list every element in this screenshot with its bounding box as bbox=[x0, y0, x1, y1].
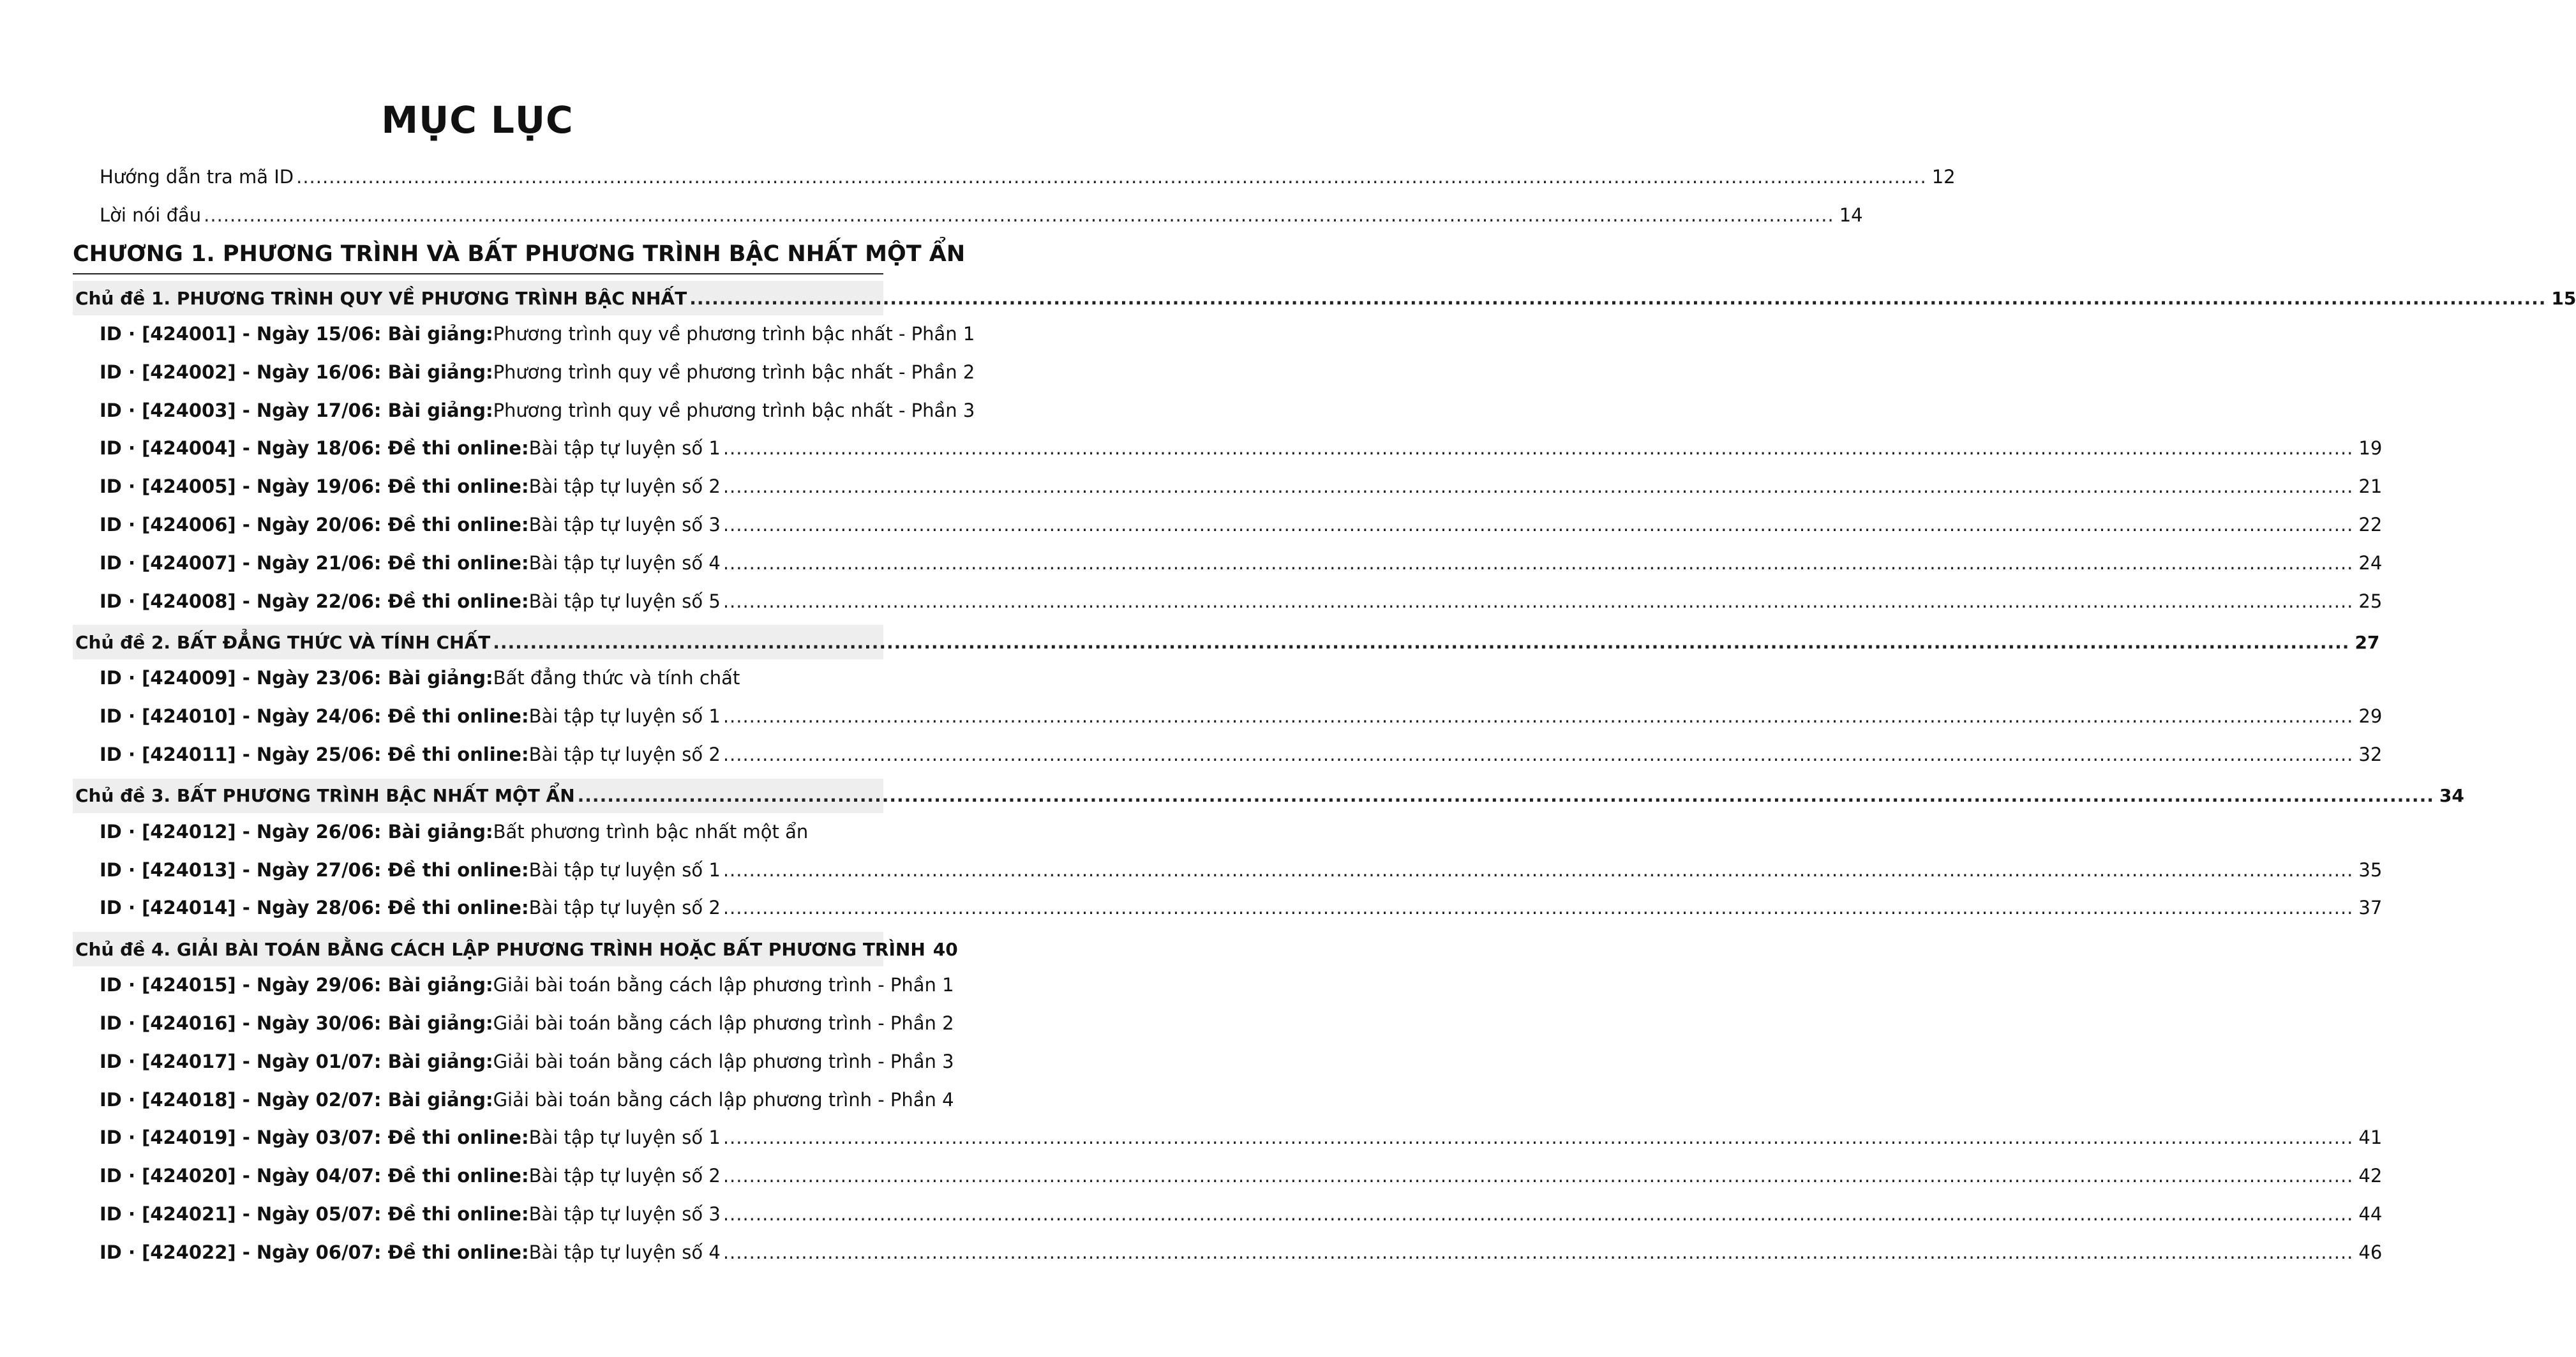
toc-entry-row[interactable] bbox=[100, 549, 2383, 577]
entry-id: ID · [424008] - Ngày 22/06: Đề thi online: bbox=[100, 590, 529, 612]
entry-title: Phương trình quy về phương trình bậc nhất - Phần 1 bbox=[493, 323, 975, 345]
toc-entry-row[interactable] bbox=[100, 511, 2383, 539]
toc-entry-row[interactable] bbox=[100, 1162, 2383, 1190]
toc-entry-row[interactable] bbox=[100, 163, 1956, 191]
dot-leader bbox=[723, 1165, 2354, 1187]
dot-leader bbox=[723, 705, 2354, 727]
toc-entry-row[interactable] bbox=[100, 587, 2383, 615]
chapter-title: CHƯƠNG 1. PHƯƠNG TRÌNH VÀ BẤT PHƯƠNG TRÌNH BẬC NHẤT MỘT ẨN bbox=[73, 241, 966, 267]
entry-id: ID · [424011] - Ngày 25/06: Đề thi online: bbox=[100, 744, 529, 765]
page-number: 44 bbox=[2358, 1203, 2383, 1225]
toc-entry-row[interactable] bbox=[100, 1123, 2383, 1151]
page-number: 27 bbox=[2355, 631, 2380, 653]
toc-topic-row[interactable] bbox=[73, 779, 2464, 813]
page-number: 15 bbox=[2551, 287, 2576, 309]
toc-entry-row[interactable] bbox=[100, 472, 2383, 500]
entry-id: ID · [424017] - Ngày 01/07: Bài giảng: bbox=[100, 1050, 493, 1072]
entry-title: Giải bài toán bằng cách lập phương trình - Phần 1 bbox=[493, 974, 954, 996]
toc-entry-row[interactable] bbox=[100, 434, 2383, 462]
entry-id: ID · [424020] - Ngày 04/07: Đề thi online: bbox=[100, 1165, 529, 1187]
dot-leader bbox=[723, 590, 2354, 612]
entry-id: ID · [424014] - Ngày 28/06: Đề thi online: bbox=[100, 897, 529, 919]
page-number: 22 bbox=[2358, 514, 2383, 536]
page-number: 40 bbox=[932, 938, 958, 960]
entry-id: ID · [424021] - Ngày 05/07: Đề thi online: bbox=[100, 1203, 529, 1225]
entry-title: Bài tập tự luyện số 2 bbox=[528, 744, 721, 765]
entry-id: ID · [424003] - Ngày 17/06: Bài giảng: bbox=[100, 399, 493, 421]
dot-leader bbox=[723, 897, 2354, 918]
chapter-heading[interactable] bbox=[73, 235, 966, 274]
topic-title: Chủ đề 1. PHƯƠNG TRÌNH QUY VỀ PHƯƠNG TRÌNH BẬC NHẤT bbox=[75, 287, 687, 309]
dot-leader bbox=[204, 204, 1834, 226]
entry-title: Bất đẳng thức và tính chất bbox=[493, 667, 740, 689]
toc-entry-row[interactable] bbox=[100, 396, 975, 424]
dot-leader bbox=[723, 1203, 2354, 1225]
entry-id: ID · [424004] - Ngày 18/06: Đề thi online: bbox=[100, 437, 529, 460]
entry-title: Bài tập tự luyện số 1 bbox=[528, 858, 721, 881]
entry-title: Bài tập tự luyện số 3 bbox=[528, 514, 721, 536]
toc-topic-row[interactable] bbox=[73, 932, 958, 966]
entry-title: Bài tập tự luyện số 1 bbox=[528, 1127, 721, 1149]
entry-title: Bài tập tự luyện số 4 bbox=[528, 1241, 721, 1263]
entry-title: Bài tập tự luyện số 3 bbox=[528, 1203, 721, 1225]
entry-title: Phương trình quy về phương trình bậc nhất - Phần 2 bbox=[493, 361, 975, 383]
toc-entry-label: Lời nói đầu bbox=[100, 204, 202, 226]
page-number: 19 bbox=[2358, 437, 2383, 460]
dot-leader bbox=[689, 288, 2546, 309]
topic-title: Chủ đề 2. BẤT ĐẲNG THỨC VÀ TÍNH CHẤT bbox=[75, 631, 491, 653]
entry-title: Giải bài toán bằng cách lập phương trình - Phần 4 bbox=[493, 1088, 954, 1111]
dot-leader bbox=[723, 1127, 2354, 1148]
dot-leader bbox=[578, 785, 2434, 806]
page-number: 12 bbox=[1931, 166, 1956, 188]
toc-topic-row[interactable] bbox=[73, 625, 2380, 659]
toc-entry-row[interactable] bbox=[100, 856, 2383, 884]
toc-entry-row[interactable] bbox=[100, 1200, 2383, 1228]
entry-id: ID · [424009] - Ngày 23/06: Bài giảng: bbox=[100, 667, 493, 689]
page-number: 21 bbox=[2358, 476, 2383, 498]
page-number: 32 bbox=[2358, 744, 2383, 765]
page-number: 14 bbox=[1839, 204, 1863, 226]
toc-entry-row[interactable] bbox=[100, 1009, 954, 1037]
entry-title: Bài tập tự luyện số 1 bbox=[528, 437, 721, 460]
page-number: 25 bbox=[2358, 590, 2383, 612]
toc-entry-row[interactable] bbox=[100, 358, 975, 386]
page-number: 35 bbox=[2358, 858, 2383, 881]
entry-id: ID · [424022] - Ngày 06/07: Đề thi online: bbox=[100, 1241, 529, 1263]
page-number: 46 bbox=[2358, 1241, 2383, 1263]
toc-entry-row[interactable] bbox=[100, 1086, 954, 1114]
entry-id: ID · [424001] - Ngày 15/06: Bài giảng: bbox=[100, 323, 493, 345]
entry-id: ID · [424010] - Ngày 24/06: Đề thi online: bbox=[100, 705, 529, 728]
entry-title: Phương trình quy về phương trình bậc nhất - Phần 3 bbox=[493, 399, 975, 421]
entry-title: Bài tập tự luyện số 2 bbox=[528, 897, 721, 919]
entry-id: ID · [424018] - Ngày 02/07: Bài giảng: bbox=[100, 1088, 493, 1111]
entry-title: Bài tập tự luyện số 1 bbox=[528, 705, 721, 728]
dot-leader bbox=[723, 514, 2354, 536]
topic-title: Chủ đề 4. GIẢI BÀI TOÁN BẰNG CÁCH LẬP PHƯƠNG TRÌNH HOẶC BẤT PHƯƠNG TRÌNH bbox=[75, 938, 925, 960]
page-number: 34 bbox=[2439, 785, 2464, 807]
toc-entry-row[interactable] bbox=[100, 1047, 954, 1076]
toc-entry-row[interactable] bbox=[100, 894, 2383, 922]
entry-title: Bất phương trình bậc nhất một ẩn bbox=[493, 820, 809, 843]
entry-title: Giải bài toán bằng cách lập phương trình - Phần 2 bbox=[493, 1012, 954, 1034]
page-number: 37 bbox=[2358, 897, 2383, 919]
topic-title: Chủ đề 3. BẤT PHƯƠNG TRÌNH BẬC NHẤT MỘT ẨN bbox=[75, 785, 575, 807]
entry-title: Bài tập tự luyện số 4 bbox=[528, 551, 721, 574]
page-number: 42 bbox=[2358, 1165, 2383, 1187]
dot-leader bbox=[723, 744, 2354, 765]
toc-entry-row[interactable] bbox=[100, 818, 881, 846]
dot-leader bbox=[723, 437, 2354, 459]
toc-entry-row[interactable] bbox=[100, 320, 975, 348]
toc-entry-label: Hướng dẫn tra mã ID bbox=[100, 166, 294, 188]
toc-entry-row[interactable] bbox=[100, 664, 881, 692]
entry-title: Bài tập tự luyện số 2 bbox=[528, 1165, 721, 1187]
entry-id: ID · [424013] - Ngày 27/06: Đề thi online: bbox=[100, 858, 529, 881]
dot-leader bbox=[723, 476, 2354, 497]
dot-leader bbox=[296, 166, 1927, 188]
entry-title: Giải bài toán bằng cách lập phương trình - Phần 3 bbox=[493, 1050, 954, 1072]
dot-leader bbox=[723, 859, 2354, 881]
entry-id: ID · [424002] - Ngày 16/06: Bài giảng: bbox=[100, 361, 493, 383]
page-number: 41 bbox=[2358, 1127, 2383, 1149]
toc-entry-row[interactable] bbox=[100, 1238, 2383, 1266]
entry-id: ID · [424019] - Ngày 03/07: Đề thi online: bbox=[100, 1127, 529, 1149]
page-title: MỤC LỤC bbox=[381, 98, 574, 142]
entry-id: ID · [424012] - Ngày 26/06: Bài giảng: bbox=[100, 820, 493, 843]
entry-title: Bài tập tự luyện số 2 bbox=[528, 476, 721, 498]
entry-title: Bài tập tự luyện số 5 bbox=[528, 590, 721, 612]
entry-id: ID · [424006] - Ngày 20/06: Đề thi online: bbox=[100, 514, 529, 536]
page-number: 29 bbox=[2358, 705, 2383, 728]
toc-entry-row[interactable] bbox=[100, 740, 2383, 768]
entry-id: ID · [424016] - Ngày 30/06: Bài giảng: bbox=[100, 1012, 493, 1034]
dot-leader bbox=[723, 1241, 2354, 1263]
toc-entry-row[interactable] bbox=[100, 201, 1863, 229]
entry-id: ID · [424005] - Ngày 19/06: Đề thi online: bbox=[100, 476, 529, 498]
dot-leader bbox=[723, 552, 2354, 574]
entry-id: ID · [424007] - Ngày 21/06: Đề thi online: bbox=[100, 551, 529, 574]
entry-id: ID · [424015] - Ngày 29/06: Bài giảng: bbox=[100, 974, 493, 996]
page-number: 24 bbox=[2358, 551, 2383, 574]
dot-leader bbox=[493, 632, 2349, 653]
toc-entry-row[interactable] bbox=[100, 971, 954, 999]
toc-entry-row[interactable] bbox=[100, 702, 2383, 730]
toc-topic-row[interactable] bbox=[73, 281, 2576, 315]
